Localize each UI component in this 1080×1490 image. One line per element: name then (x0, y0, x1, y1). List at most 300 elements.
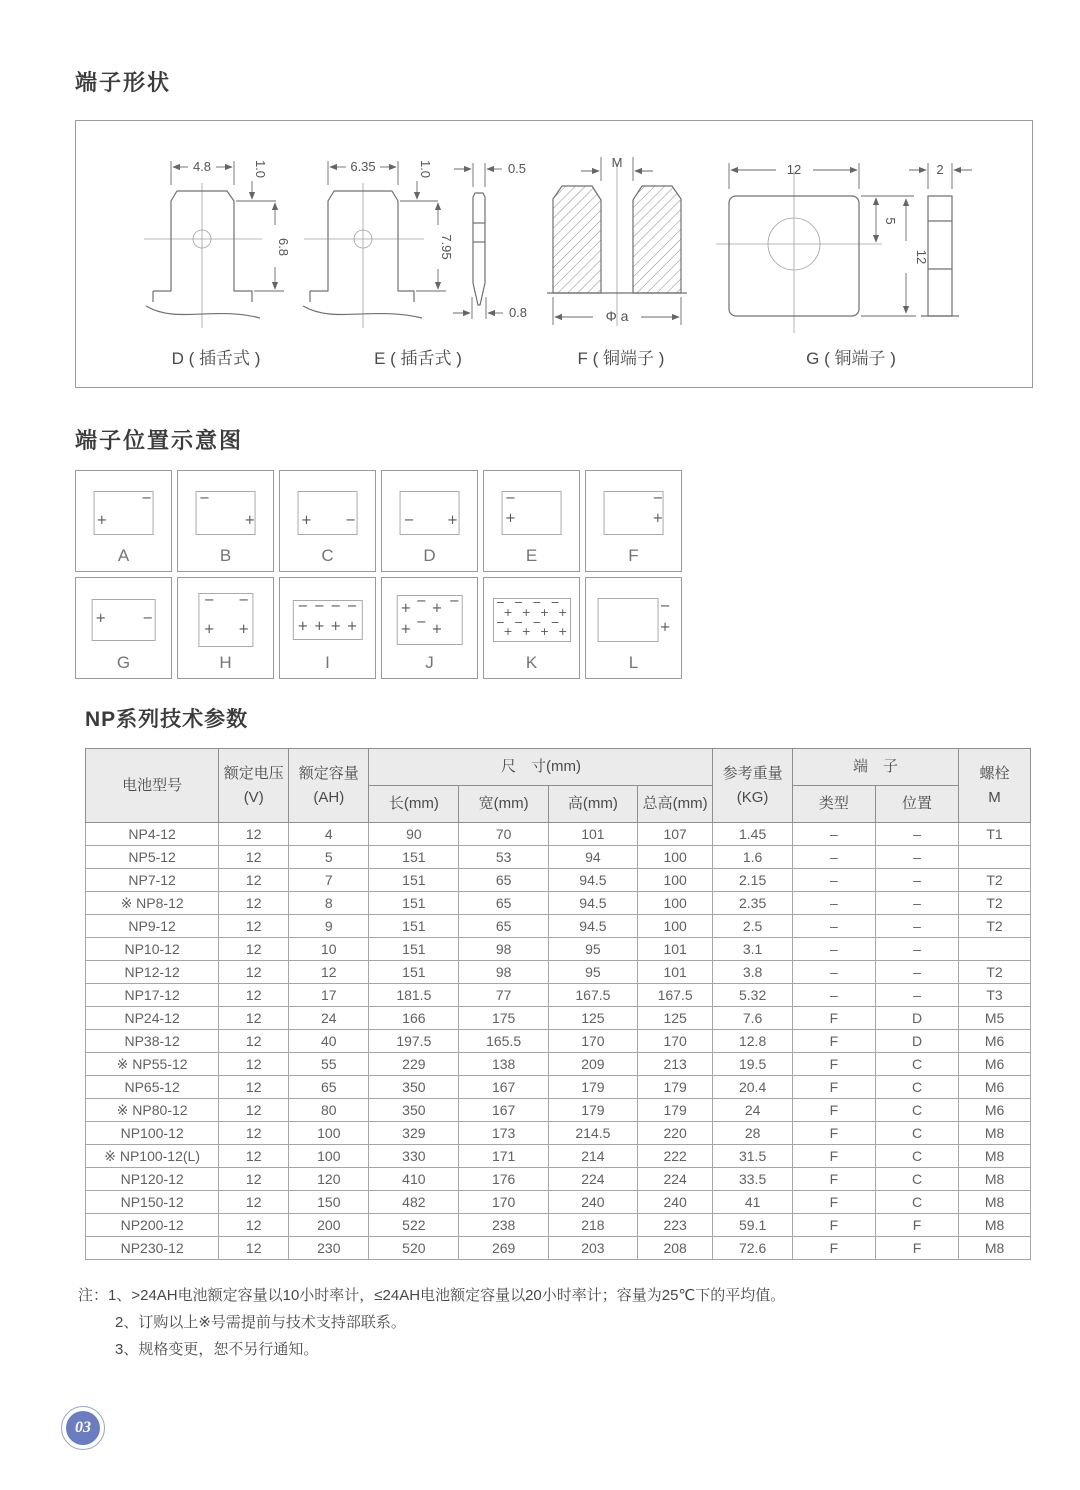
table-cell: 94.5 (549, 869, 638, 892)
table-cell: F (792, 1053, 875, 1076)
polarity-mark: − (141, 491, 153, 507)
table-cell: – (792, 938, 875, 961)
polarity-mark: + (431, 621, 443, 637)
table-cell: T3 (959, 984, 1031, 1007)
table-cell: 12 (219, 1168, 289, 1191)
table-cell: 522 (369, 1214, 459, 1237)
diagram-label-e: E ( 插舌式 ) (374, 349, 462, 368)
polarity-mark: + (447, 513, 459, 529)
table-cell: NP200-12 (86, 1214, 219, 1237)
note-line-1: 注：1、>24AH电池额定容量以10小时率计，≤24AH电池额定容量以20小时率计；容量为25℃下的平均值。 (78, 1287, 786, 1304)
table-cell: 222 (637, 1145, 713, 1168)
position-cell-label: C (321, 546, 334, 565)
table-cell: 12 (219, 1191, 289, 1214)
table-row (86, 1076, 1031, 1099)
polarity-mark: − (203, 592, 215, 608)
polarity-mark: + (96, 513, 108, 529)
table-row (86, 1214, 1031, 1237)
table-row (86, 984, 1031, 1007)
table-cell: 1.6 (713, 846, 792, 869)
table-cell: ※ NP100-12(L) (86, 1145, 219, 1168)
battery-outline (399, 491, 460, 535)
table-cell: 12 (219, 984, 289, 1007)
polarity-mark: − (198, 491, 210, 507)
np-params-title: NP系列技术参数 (85, 708, 249, 731)
terminal-position-title: 端子位置示意图 (75, 428, 244, 453)
polarity-mark: + (521, 625, 531, 639)
col-header-capacity-line1: 额定容量 (298, 765, 359, 783)
polarity-mark: + (504, 510, 516, 526)
col-header-terminal-position: 位置 (875, 786, 958, 823)
table-cell: M5 (959, 1007, 1031, 1030)
table-cell: 12 (219, 938, 289, 961)
table-cell: M8 (959, 1191, 1031, 1214)
table-cell: 482 (369, 1191, 459, 1214)
table-cell: – (792, 869, 875, 892)
dim-e-top: 1.0 (418, 159, 433, 179)
table-cell: 95 (549, 961, 638, 984)
polarity-mark: + (659, 619, 671, 635)
table-cell: F (792, 1076, 875, 1099)
polarity-mark: + (297, 618, 309, 634)
table-cell: 170 (549, 1030, 638, 1053)
polarity-mark: + (652, 510, 664, 526)
position-cell-A (75, 470, 172, 572)
table-cell: 90 (369, 823, 459, 846)
polarity-mark: − (313, 598, 325, 614)
table-cell: 19.5 (713, 1053, 792, 1076)
polarity-mark: − (495, 596, 505, 609)
table-cell: NP120-12 (86, 1168, 219, 1191)
position-cell-label: H (219, 653, 232, 672)
position-cell-G (75, 577, 172, 679)
col-header-voltage-line1: 额定电压 (223, 765, 284, 783)
table-cell: – (792, 984, 875, 1007)
col-header-terminal-label: 端 子 (852, 758, 898, 776)
polarity-mark: + (313, 618, 325, 634)
table-cell: F (875, 1237, 958, 1260)
dim-d-top: 1.0 (253, 159, 268, 179)
polarity-mark: − (659, 599, 671, 615)
dim-g-height: 12 (914, 249, 929, 265)
table-cell (959, 846, 1031, 869)
battery-outline (603, 491, 664, 535)
polarity-mark: + (330, 618, 342, 634)
position-cell-F (585, 470, 682, 572)
page-number: 03 (66, 1411, 100, 1445)
col-header-capacity (289, 749, 369, 823)
polarity-mark: − (330, 598, 342, 614)
table-cell: 65 (459, 892, 549, 915)
table-cell: 53 (459, 846, 549, 869)
table-cell: NP38-12 (86, 1030, 219, 1053)
table-cell: 151 (369, 961, 459, 984)
position-cell-label: G (116, 653, 131, 672)
col-header-model (86, 749, 219, 823)
polarity-mark: − (297, 598, 309, 614)
polarity-mark: − (345, 513, 357, 529)
polarity-mark: − (532, 616, 542, 630)
table-cell: 40 (289, 1030, 369, 1053)
polarity-mark: + (539, 606, 550, 620)
table-row (86, 846, 1031, 869)
table-cell: 98 (459, 961, 549, 984)
polarity-mark: + (503, 606, 513, 620)
table-cell: 350 (369, 1076, 459, 1099)
table-cell: 179 (637, 1099, 713, 1122)
table-cell: 12 (219, 1007, 289, 1030)
col-header-dimensions-label: 尺 寸(mm) (500, 758, 581, 776)
col-header-height: 高(mm) (549, 786, 638, 823)
dim-f-diameter: Φ a (605, 308, 629, 324)
table-cell: ※ NP80-12 (86, 1099, 219, 1122)
table-cell: 125 (637, 1007, 713, 1030)
table-cell: 166 (369, 1007, 459, 1030)
dim-side-bottom: 0.8 (508, 305, 528, 320)
table-cell: 20.4 (713, 1076, 792, 1099)
position-cell-label: K (525, 653, 538, 672)
battery-outline (396, 595, 463, 645)
table-cell: 214 (549, 1145, 638, 1168)
col-header-bolt (959, 749, 1031, 823)
table-cell: – (875, 846, 958, 869)
table-cell: 24 (289, 1007, 369, 1030)
table-cell: T1 (959, 823, 1031, 846)
table-cell: F (792, 1237, 875, 1260)
dim-g-thickness: 2 (936, 162, 944, 177)
table-cell: NP9-12 (86, 915, 219, 938)
polarity-mark: − (238, 592, 250, 608)
col-header-weight (713, 749, 792, 823)
np-table-wrap (85, 748, 1031, 1260)
table-cell: C (875, 1076, 958, 1099)
table-cell: – (792, 915, 875, 938)
polarity-mark: + (346, 618, 358, 634)
table-cell: 95 (549, 938, 638, 961)
table-cell: C (875, 1099, 958, 1122)
terminal-shape-title: 端子形状 (75, 70, 172, 95)
table-cell: 151 (369, 869, 459, 892)
polarity-mark: − (514, 616, 524, 630)
table-cell: NP5-12 (86, 846, 219, 869)
table-cell: – (792, 961, 875, 984)
table-cell: 2.15 (713, 869, 792, 892)
polarity-mark: − (514, 596, 524, 609)
table-cell: M8 (959, 1214, 1031, 1237)
diagram-label-d: D ( 插舌式 ) (171, 349, 261, 368)
table-cell: 12 (219, 892, 289, 915)
table-row (86, 1145, 1031, 1168)
table-cell: 238 (459, 1214, 549, 1237)
table-cell: 218 (549, 1214, 638, 1237)
table-cell: 100 (637, 892, 713, 915)
position-cell-label: I (325, 653, 330, 672)
table-cell: 151 (369, 892, 459, 915)
dim-f-slot: M (611, 155, 623, 170)
table-cell: 120 (289, 1168, 369, 1191)
battery-outline (198, 593, 253, 647)
polarity-mark: + (244, 513, 256, 529)
table-cell: M6 (959, 1030, 1031, 1053)
table-cell: T2 (959, 869, 1031, 892)
table-cell: 100 (637, 915, 713, 938)
table-cell: M8 (959, 1237, 1031, 1260)
terminal-position-grid (75, 470, 682, 679)
table-row (86, 1168, 1031, 1191)
polarity-mark: − (346, 598, 358, 614)
table-cell: 59.1 (713, 1214, 792, 1237)
table-cell: 170 (459, 1191, 549, 1214)
col-header-capacity-line2: (AH) (313, 788, 345, 806)
np-table (85, 748, 1031, 1260)
polarity-mark: + (558, 606, 568, 620)
table-cell: 208 (637, 1237, 713, 1260)
col-header-bolt-line1: 螺栓 (979, 765, 1010, 783)
polarity-mark: − (415, 594, 427, 610)
polarity-mark: − (652, 491, 664, 507)
table-cell: 175 (459, 1007, 549, 1030)
polarity-mark: + (539, 625, 550, 639)
table-cell: 12 (289, 961, 369, 984)
position-cell-label: B (219, 546, 232, 565)
table-row (86, 869, 1031, 892)
position-cell-L (585, 577, 682, 679)
table-cell: 5 (289, 846, 369, 869)
table-cell: 94.5 (549, 892, 638, 915)
position-cell-E (483, 470, 580, 572)
table-cell: 2.35 (713, 892, 792, 915)
position-cell-B (177, 470, 274, 572)
table-cell: F (875, 1214, 958, 1237)
table-cell: 173 (459, 1122, 549, 1145)
position-cell-label: E (525, 546, 538, 565)
table-cell: 176 (459, 1168, 549, 1191)
position-cell-D (381, 470, 478, 572)
table-cell: NP4-12 (86, 823, 219, 846)
table-cell: NP17-12 (86, 984, 219, 1007)
table-cell: 167.5 (549, 984, 638, 1007)
table-cell: 101 (637, 938, 713, 961)
table-cell: C (875, 1168, 958, 1191)
notes (78, 1288, 785, 1369)
table-cell: 7.6 (713, 1007, 792, 1030)
table-cell: 100 (289, 1145, 369, 1168)
col-header-terminal (792, 749, 958, 786)
table-cell: NP150-12 (86, 1191, 219, 1214)
table-cell: NP100-12 (86, 1122, 219, 1145)
polarity-mark: + (203, 622, 215, 638)
col-header-width: 宽(mm) (459, 786, 549, 823)
table-cell: 94 (549, 846, 638, 869)
table-cell: F (792, 1191, 875, 1214)
table-cell: 12 (219, 1214, 289, 1237)
position-cell-label: A (117, 546, 130, 565)
col-header-voltage (219, 749, 289, 823)
table-cell: ※ NP55-12 (86, 1053, 219, 1076)
table-cell: T2 (959, 961, 1031, 984)
table-cell: 151 (369, 915, 459, 938)
col-header-length: 长(mm) (369, 786, 459, 823)
table-cell: 70 (459, 823, 549, 846)
table-cell: 94.5 (549, 915, 638, 938)
table-cell: 101 (637, 961, 713, 984)
table-cell: 10 (289, 938, 369, 961)
table-cell: M8 (959, 1168, 1031, 1191)
position-cell-label: D (423, 546, 436, 565)
table-cell: – (875, 961, 958, 984)
terminal-shape-box (75, 120, 1033, 388)
table-cell: 80 (289, 1099, 369, 1122)
table-cell: 100 (637, 846, 713, 869)
table-cell: NP230-12 (86, 1237, 219, 1260)
table-row (86, 961, 1031, 984)
polarity-mark: − (495, 616, 505, 630)
table-cell: – (792, 846, 875, 869)
table-cell: F (792, 1145, 875, 1168)
battery-outline (195, 491, 256, 535)
table-cell: 12 (219, 1076, 289, 1099)
polarity-mark: + (400, 621, 412, 637)
dim-d-width: 4.8 (192, 159, 212, 174)
battery-outline (501, 491, 562, 535)
table-cell: NP12-12 (86, 961, 219, 984)
dim-e-height: 7.95 (439, 234, 454, 260)
table-cell: D (875, 1007, 958, 1030)
table-cell: C (875, 1191, 958, 1214)
table-cell: 181.5 (369, 984, 459, 1007)
col-header-bolt-line2: M (988, 788, 1001, 806)
table-cell: 200 (289, 1214, 369, 1237)
table-cell: 12 (219, 869, 289, 892)
note-line-2: 2、订购以上※号需提前与技术支持部联系。 (115, 1314, 406, 1331)
table-row (86, 1053, 1031, 1076)
table-cell: 520 (369, 1237, 459, 1260)
table-cell: 230 (289, 1237, 369, 1260)
polarity-mark: + (558, 625, 568, 639)
page-number-badge (61, 1406, 105, 1450)
table-cell: 240 (549, 1191, 638, 1214)
table-cell: 12 (219, 1030, 289, 1053)
polarity-mark: + (521, 606, 531, 620)
table-cell: 269 (459, 1237, 549, 1260)
table-cell: – (875, 938, 958, 961)
table-cell: 150 (289, 1191, 369, 1214)
polarity-mark: + (400, 600, 412, 616)
col-header-dimensions (369, 749, 713, 786)
table-cell: 151 (369, 846, 459, 869)
table-cell: – (875, 869, 958, 892)
table-cell: 138 (459, 1053, 549, 1076)
table-cell: 12 (219, 961, 289, 984)
table-cell: – (875, 984, 958, 1007)
table-cell: 12.8 (713, 1030, 792, 1053)
table-cell: 12 (219, 1145, 289, 1168)
dim-g-offset: 5 (883, 217, 898, 225)
col-header-total-height: 总高(mm) (637, 786, 713, 823)
table-cell: 12 (219, 1099, 289, 1122)
polarity-mark: − (448, 594, 460, 610)
col-header-weight-line1: 参考重量 (722, 765, 783, 783)
table-cell: – (875, 823, 958, 846)
table-cell: M6 (959, 1053, 1031, 1076)
table-cell: 223 (637, 1214, 713, 1237)
table-cell: 170 (637, 1030, 713, 1053)
table-cell: 220 (637, 1122, 713, 1145)
position-cell-H (177, 577, 274, 679)
table-cell: 100 (289, 1122, 369, 1145)
table-cell: 2.5 (713, 915, 792, 938)
table-cell: 8 (289, 892, 369, 915)
table-cell: NP65-12 (86, 1076, 219, 1099)
diagram-label-f: F ( 铜端子 ) (577, 349, 665, 368)
col-header-voltage-line2: (V) (243, 788, 264, 806)
battery-outline (93, 491, 154, 535)
table-cell: – (792, 823, 875, 846)
table-cell: T2 (959, 892, 1031, 915)
polarity-mark: − (142, 610, 154, 626)
table-cell: 7 (289, 869, 369, 892)
table-cell: M8 (959, 1145, 1031, 1168)
table-cell: ※ NP8-12 (86, 892, 219, 915)
table-row (86, 1191, 1031, 1214)
table-cell: 214.5 (549, 1122, 638, 1145)
table-cell: 31.5 (713, 1145, 792, 1168)
table-cell: 209 (549, 1053, 638, 1076)
table-cell: 330 (369, 1145, 459, 1168)
col-header-weight-line2: (KG) (736, 788, 769, 806)
table-cell: 24 (713, 1099, 792, 1122)
polarity-mark: + (300, 513, 312, 529)
table-row (86, 1030, 1031, 1053)
table-cell: C (875, 1122, 958, 1145)
table-cell: 107 (637, 823, 713, 846)
polarity-mark: − (532, 596, 542, 609)
table-cell: 3.1 (713, 938, 792, 961)
table-cell: NP7-12 (86, 869, 219, 892)
dim-side-top: 0.5 (507, 161, 527, 176)
table-cell: 167.5 (637, 984, 713, 1007)
table-cell: 12 (219, 1122, 289, 1145)
table-cell: – (875, 892, 958, 915)
table-cell: – (792, 892, 875, 915)
table-cell: 165.5 (459, 1030, 549, 1053)
table-cell: 72.6 (713, 1237, 792, 1260)
table-cell: 12 (219, 823, 289, 846)
table-cell: 229 (369, 1053, 459, 1076)
table-cell: M6 (959, 1099, 1031, 1122)
table-cell: 55 (289, 1053, 369, 1076)
polarity-mark: − (504, 491, 516, 507)
table-row (86, 1007, 1031, 1030)
table-cell: M8 (959, 1122, 1031, 1145)
table-cell: M6 (959, 1076, 1031, 1099)
table-cell: 28 (713, 1122, 792, 1145)
polarity-mark: − (550, 596, 560, 609)
table-cell: 5.32 (713, 984, 792, 1007)
polarity-mark: + (503, 625, 513, 639)
table-row (86, 823, 1031, 846)
diagram-label-g: G ( 铜端子 ) (806, 349, 896, 368)
table-cell: 12 (219, 915, 289, 938)
table-cell: F (792, 1007, 875, 1030)
table-cell: 33.5 (713, 1168, 792, 1191)
table-cell: 12 (219, 1053, 289, 1076)
table-cell: 167 (459, 1076, 549, 1099)
np-table-body (86, 823, 1031, 1260)
table-cell: 65 (459, 915, 549, 938)
position-cell-K (483, 577, 580, 679)
table-cell: 167 (459, 1099, 549, 1122)
